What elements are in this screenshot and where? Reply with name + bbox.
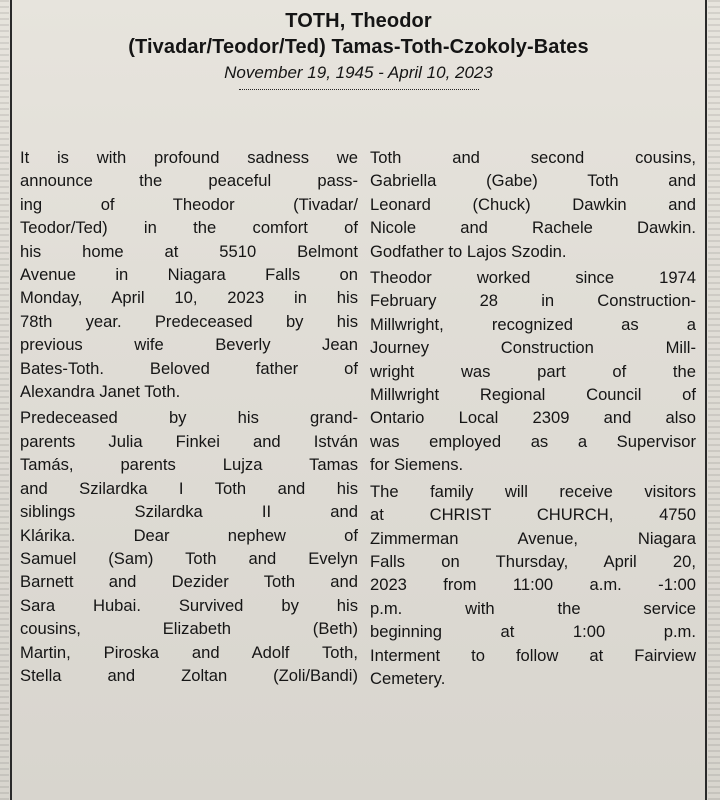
text-line: ing of Theodor (Tivadar/ [20, 194, 358, 214]
text-line: It is with profound sadness we [20, 148, 358, 167]
text-line: his home at 5510 Belmont [20, 241, 358, 261]
text-line: and Szilardka I Toth and his [20, 478, 358, 498]
text-line: Gabriella (Gabe) Toth and [370, 171, 696, 191]
border-left [10, 0, 12, 800]
text-line: previous wife Beverly Jean [20, 335, 358, 355]
text-line: was employed as a Supervisor [370, 431, 696, 451]
paragraph-career [370, 266, 696, 477]
text-line: Stella and Zoltan (Zoli/Bandi) [20, 665, 358, 685]
text-line: Samuel (Sam) Toth and Evelyn [20, 548, 358, 568]
right-column [370, 146, 696, 693]
text-line: Barnett and Dezider Toth and [20, 572, 358, 592]
text-line: cousins, Elizabeth (Beth) [20, 619, 358, 639]
text-line: Monday, April 10, 2023 in his [20, 288, 358, 308]
paragraph-family [20, 406, 358, 687]
text-line: Alexandra Janet Toth. [20, 382, 181, 402]
deceased-full-name-line: (Tivadar/Teodor/Ted) Tamas-Toth-Czokoly-Bates [128, 36, 589, 58]
deceased-surname-line: TOTH, Theodor [285, 10, 432, 32]
left-column [20, 146, 358, 690]
text-line: Martin, Piroska and Adolf Toth, [20, 642, 358, 662]
text-line: p.m. with the service [370, 598, 696, 618]
text-line: Sara Hubai. Survived by his [20, 595, 358, 615]
paragraph-announcement [20, 146, 358, 403]
text-line: announce the peaceful pass- [20, 171, 358, 191]
text-line: Avenue in Niagara Falls on [20, 265, 358, 285]
text-line: parents Julia Finkei and István [20, 431, 358, 451]
text-line: Bates-Toth. Beloved father of [20, 358, 358, 378]
text-line: Zimmerman Avenue, Niagara [370, 528, 696, 548]
text-line: Interment to follow at Fairview [370, 645, 696, 665]
adjacent-column-bleed-left [0, 0, 9, 800]
text-line: Theodor worked since 1974 [370, 268, 696, 288]
text-line: Millwright Regional Council of [370, 385, 696, 405]
text-line: Tamás, parents Lujza Tamas [20, 455, 358, 475]
text-line: Predeceased by his grand- [20, 408, 358, 428]
paragraph-cousins [370, 146, 696, 263]
text-line: February 28 in Construction- [370, 291, 696, 311]
text-line: Falls on Thursday, April 20, [370, 551, 696, 571]
text-line: Toth and second cousins, [370, 148, 696, 167]
border-right [705, 0, 707, 800]
text-line: 78th year. Predeceased by his [20, 311, 358, 331]
life-dates: November 19, 1945 - April 10, 2023 [224, 63, 493, 82]
adjacent-column-bleed-right [708, 0, 720, 800]
dotted-divider [239, 89, 479, 90]
text-line: beginning at 1:00 p.m. [370, 622, 696, 642]
obituary-header [12, 8, 705, 90]
text-line: Nicole and Rachele Dawkin. [370, 218, 696, 238]
text-line: for Siemens. [370, 455, 464, 475]
text-line: The family will receive visitors [370, 481, 696, 501]
text-line: Cemetery. [370, 668, 446, 688]
text-line: 2023 from 11:00 a.m. -1:00 [370, 575, 696, 595]
text-line: Millwright, recognized as a [370, 314, 696, 334]
text-line: at CHRIST CHURCH, 4750 [370, 505, 696, 525]
text-line: siblings Szilardka II and [20, 502, 358, 522]
text-line: Godfather to Lajos Szodin. [370, 241, 567, 261]
text-line: Leonard (Chuck) Dawkin and [370, 194, 696, 214]
text-line: wright was part of the [370, 361, 696, 381]
text-line: Klárika. Dear nephew of [20, 525, 358, 545]
text-line: Teodor/Ted) in the comfort of [20, 218, 358, 238]
paragraph-visitation [370, 480, 696, 691]
text-line: Ontario Local 2309 and also [370, 408, 696, 428]
text-line: Journey Construction Mill- [370, 338, 696, 358]
